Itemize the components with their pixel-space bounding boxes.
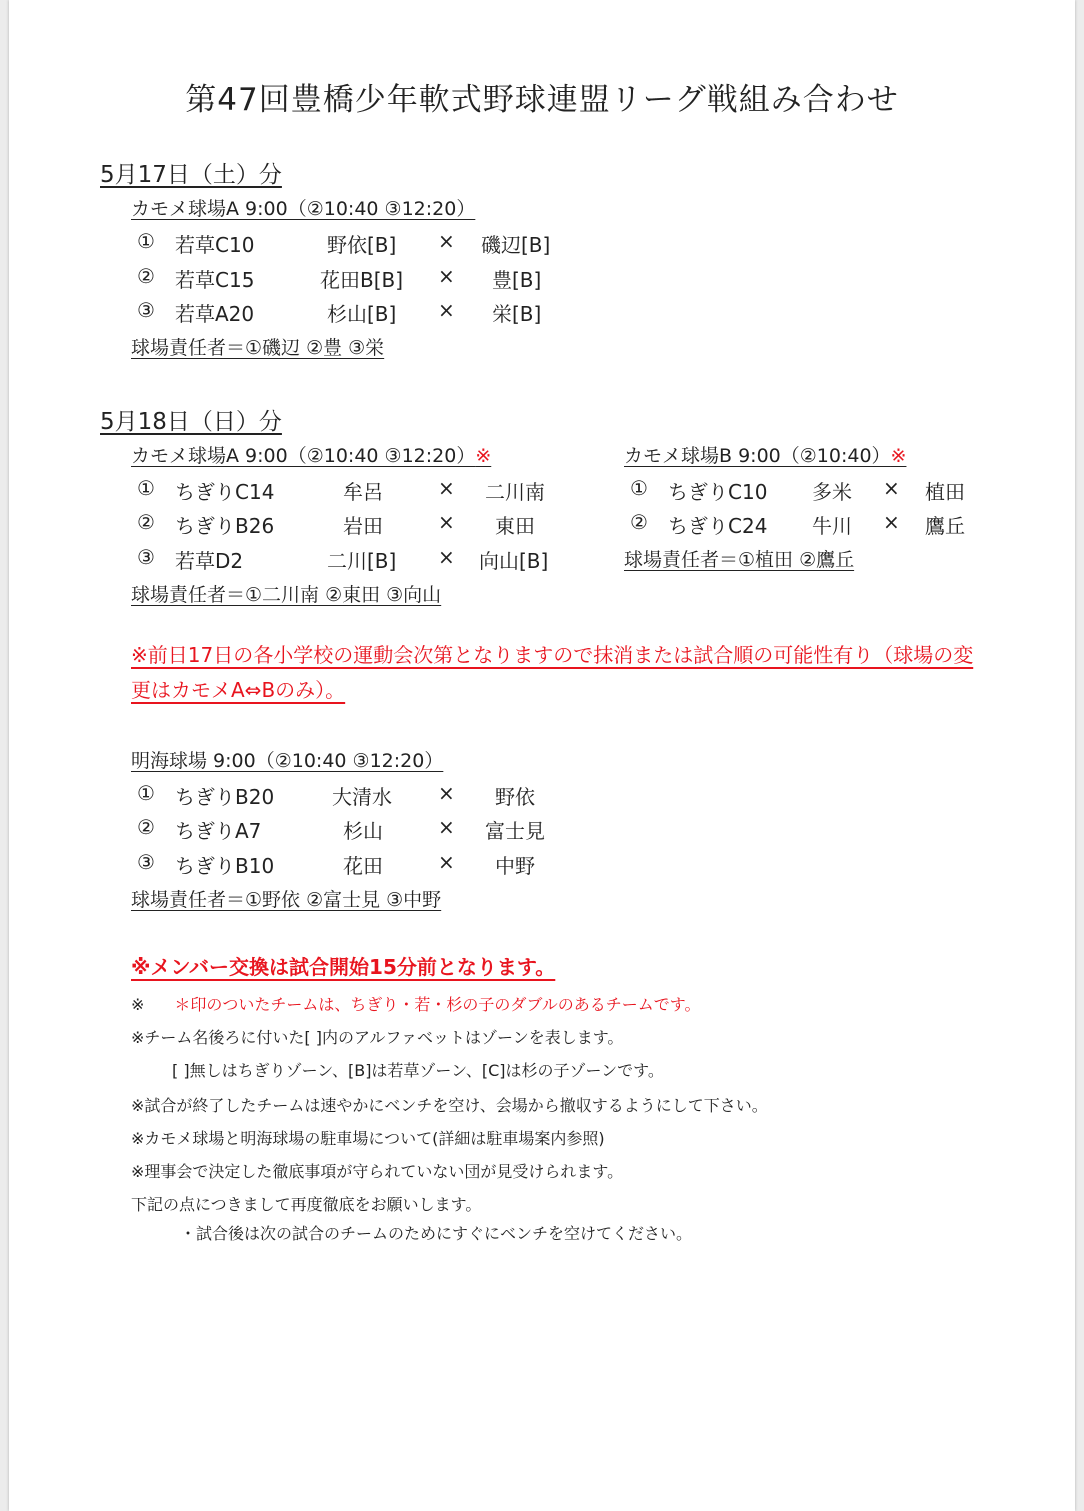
day1-venue: カモメ球場A 9:00（②10:40 ③12:20） [131,198,476,220]
away-team: 植田 [925,480,965,504]
versus-mark: × [438,264,455,288]
away-team: 二川南 [485,480,545,504]
venue-b-note-mark: ※ [890,445,907,467]
note-line: ※カモメ球場と明海球場の駐車場について(詳細は駐車場案内参照) [131,1129,605,1148]
game-number: ① [137,229,155,253]
home-team: 大清水 [332,785,392,809]
venue-b-name: カモメ球場B 9:00（②10:40） [624,445,891,467]
versus-mark: × [883,510,900,534]
home-team: 二川[B] [327,549,397,573]
versus-mark: × [438,510,455,534]
venue-c-responsible: 球場責任者＝①野依 ②富士見 ③中野 [131,889,442,911]
versus-mark: × [438,229,455,253]
game-division: ちぎりA7 [175,819,262,843]
game-division: ちぎりC24 [668,514,768,538]
home-team: 野依[B] [327,233,397,257]
note-line: 下記の点につきまして再度徹底をお願いします。 [131,1195,482,1214]
day2-venue-a [131,441,491,468]
away-team: 栄[B] [492,302,542,326]
versus-mark: × [438,815,455,839]
game-number: ② [137,264,155,288]
game-division: 若草C10 [175,233,255,257]
home-team: 花田 [343,854,383,878]
away-team: 野依 [495,785,535,809]
game-number: ① [137,476,155,500]
away-team: 東田 [495,514,535,538]
game-division: ちぎりC10 [668,480,768,504]
venue-a-note-mark: ※ [475,445,492,467]
away-team: 磯辺[B] [481,233,551,257]
member-exchange-notice: ※メンバー交換は試合開始15分前となります。 [131,955,556,979]
venue-a-responsible: 球場責任者＝①二川南 ②東田 ③向山 [131,584,442,606]
page-title: 第47回豊橋少年軟式野球連盟リーグ戦組み合わせ [185,82,899,118]
home-team: 杉山[B] [327,302,397,326]
versus-mark: × [883,476,900,500]
note-line [131,992,701,1015]
away-team: 鷹丘 [925,514,965,538]
game-number: ③ [137,545,155,569]
away-team: 向山[B] [479,549,549,573]
versus-mark: × [438,545,455,569]
away-team: 中野 [495,854,535,878]
day1-date: 5月17日（土）分 [100,162,282,188]
versus-mark: × [438,298,455,322]
home-team: 牟呂 [343,480,383,504]
away-team: 豊[B] [492,268,542,292]
game-division: 若草D2 [175,549,244,573]
game-division: 若草C15 [175,268,255,292]
game-number: ② [137,510,155,534]
day2-date: 5月18日（日）分 [100,409,282,435]
day2-venue-c: 明海球場 9:00（②10:40 ③12:20） [131,750,444,772]
schedule-change-notice: ※前日17日の各小学校の運動会次第となりますので抹消または試合順の可能性有り（球場の変更はカモメA⇔Bのみ）。 [131,643,974,702]
game-division: ちぎりC14 [175,480,275,504]
game-division: ちぎりB20 [175,785,275,809]
home-team: 岩田 [343,514,383,538]
versus-mark: × [438,476,455,500]
game-number: ① [630,476,648,500]
home-team: 花田B[B] [320,268,404,292]
day2-venue-b [624,441,906,468]
game-number: ③ [137,850,155,874]
away-team: 富士見 [485,819,545,843]
game-division: 若草A20 [175,302,255,326]
game-number: ③ [137,298,155,322]
versus-mark: × [438,781,455,805]
game-division: ちぎりB10 [175,854,275,878]
document-page [9,0,1075,1511]
note-line: [ ]無しはちぎりゾーン、[B]は若草ゾーン、[C]は杉の子ゾーンです。 [172,1061,664,1080]
note-star-text: ＊印のついたチームは、ちぎり・若・杉の子のダブルのあるチームです。 [174,995,701,1014]
game-number: ① [137,781,155,805]
game-number: ② [137,815,155,839]
venue-a-name: カモメ球場A 9:00（②10:40 ③12:20） [131,445,476,467]
home-team: 杉山 [343,819,383,843]
game-division: ちぎりB26 [175,514,275,538]
note-line: ※チーム名後ろに付いた[ ]内のアルファベットはゾーンを表します。 [131,1028,624,1047]
note-line: ※試合が終了したチームは速やかにベンチを空け、会場から撤収するようにして下さい。 [131,1096,768,1115]
home-team: 多米 [812,480,852,504]
note-mark: ※ [131,995,145,1014]
game-number: ② [630,510,648,534]
note-line: ・試合後は次の試合のチームのためにすぐにベンチを空けてください。 [180,1224,693,1243]
note-line: ※理事会で決定した徹底事項が守られていない団が見受けられます。 [131,1162,624,1181]
day1-responsible: 球場責任者＝①磯辺 ②豊 ③栄 [131,337,385,359]
home-team: 牛川 [812,514,852,538]
versus-mark: × [438,850,455,874]
venue-b-responsible: 球場責任者＝①植田 ②鷹丘 [624,549,855,571]
